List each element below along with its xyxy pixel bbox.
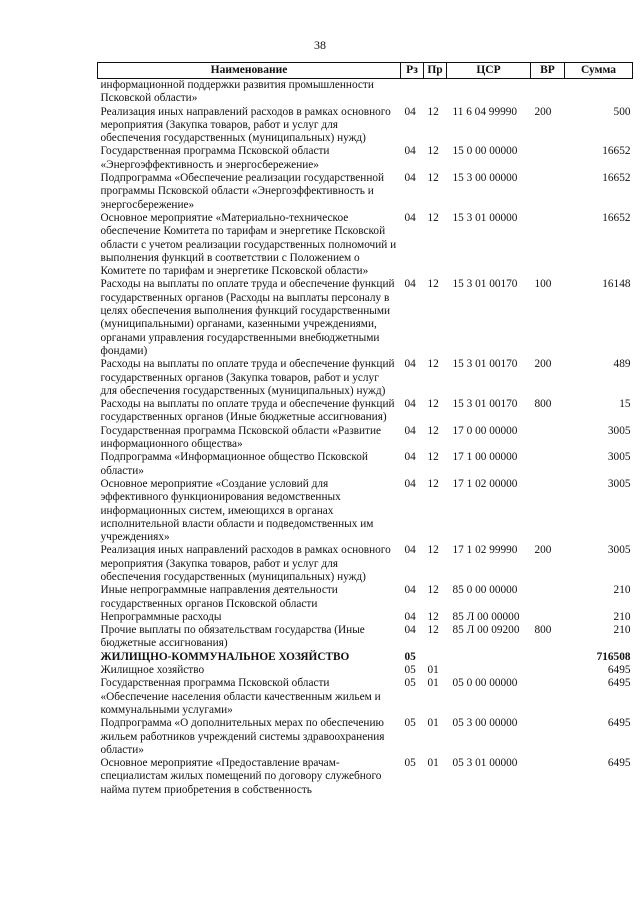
table-row: [98, 358, 633, 398]
header-sum: Сумма: [565, 63, 633, 79]
cell-vr: [531, 717, 565, 757]
cell-csr: 11 6 04 99990: [452, 105, 518, 118]
cell-rz: 04: [404, 610, 416, 623]
cell-rz: 05: [404, 664, 416, 677]
cell-pr: 12: [427, 451, 439, 464]
cell-rz: 04: [404, 105, 416, 118]
cell-name: Реализация иных направлений расходов в рамках основного мероприятия (Закупка товаров, работ и услуг для обеспечения государственных (муниципальных) нужд): [100, 544, 391, 583]
cell-rz: 04: [404, 451, 416, 464]
cell-vr: [531, 79, 565, 106]
cell-sum: 3005: [607, 477, 631, 490]
cell-rz: 05: [404, 650, 416, 663]
cell-sum: 210: [613, 584, 631, 597]
cell-name: информационной поддержки развития промышленности Псковской области»: [100, 79, 374, 105]
cell-name: Расходы на выплаты по оплате труда и обеспечение функций государственных органов (Иные бюджетные ассигнования): [100, 398, 395, 424]
table-row: [98, 544, 633, 584]
cell-rz: 04: [404, 358, 416, 371]
cell-rz: 04: [404, 477, 416, 490]
header-csr: ЦСР: [447, 63, 531, 79]
page-number: 38: [314, 38, 326, 52]
cell-pr: 12: [427, 424, 439, 437]
cell-name: Подпрограмма «О дополнительных мерах по обеспечению жильем работников учреждений системы здравоохранения области»: [100, 717, 385, 756]
cell-csr: 15 3 00 00000: [452, 172, 518, 185]
cell-rz: 04: [404, 584, 416, 597]
cell-name: ЖИЛИЩНО-КОММУНАЛЬНОЕ ХОЗЯЙСТВО: [100, 650, 350, 663]
table-row: [98, 611, 633, 624]
table-row: [98, 398, 633, 425]
table-row: [98, 278, 633, 358]
cell-sum: 16652: [602, 172, 631, 185]
cell-sum: 6495: [607, 717, 631, 730]
cell-pr: 12: [427, 145, 439, 158]
cell-name: Основное мероприятие «Предоставление врачам-специалистам жилых помещений по договору служебного найма путем приобретения в собственность: [100, 757, 382, 796]
cell-name: Государственная программа Псковской области «Обеспечение населения области качественным жильем и коммунальными услугами»: [100, 677, 381, 716]
cell-vr: 800: [534, 624, 552, 637]
cell-vr: 200: [534, 544, 552, 557]
cell-csr: 17 1 02 00000: [452, 477, 518, 490]
cell-rz: 05: [404, 757, 416, 770]
cell-pr: 12: [427, 610, 439, 623]
cell-pr: 12: [427, 624, 439, 637]
cell-csr: 85 Л 00 09200: [452, 624, 520, 637]
cell-vr: [531, 611, 565, 624]
cell-rz: 05: [404, 677, 416, 690]
cell-rz: 04: [404, 172, 416, 185]
cell-rz: 05: [404, 717, 416, 730]
cell-vr: [531, 664, 565, 677]
table-row: [98, 664, 633, 677]
table-row: [98, 106, 633, 146]
table-row: [98, 624, 633, 651]
table-row: [98, 79, 633, 106]
budget-table: [97, 62, 633, 797]
cell-vr: [531, 478, 565, 544]
cell-sum: 3005: [607, 544, 631, 557]
cell-pr: 12: [427, 105, 439, 118]
cell-name: Реализация иных направлений расходов в рамках основного мероприятия (Закупка товаров, работ и услуг для обеспечения государственных (муниципальных) нужд): [100, 105, 391, 145]
cell-pr: 01: [427, 757, 439, 770]
cell-csr: [447, 651, 531, 664]
cell-sum: 16652: [602, 211, 631, 224]
cell-pr: 12: [427, 584, 439, 597]
cell-sum: 16148: [602, 278, 631, 291]
cell-csr: 15 3 01 00000: [452, 211, 518, 224]
cell-pr: 12: [427, 211, 439, 224]
table-row: [98, 425, 633, 452]
cell-vr: 200: [534, 358, 552, 371]
cell-sum: 210: [613, 624, 631, 637]
cell-pr: 01: [427, 677, 439, 690]
cell-rz: 04: [404, 398, 416, 411]
cell-pr: [424, 79, 447, 106]
cell-vr: [531, 451, 565, 478]
header-name: Наименование: [98, 63, 401, 79]
cell-vr: 100: [534, 278, 552, 291]
cell-sum: 6495: [607, 664, 631, 677]
table-row: [98, 584, 633, 611]
cell-rz: 04: [404, 211, 416, 224]
cell-name: Иные непрограммные направления деятельности государственных органов Псковской области: [100, 584, 338, 610]
cell-vr: [531, 757, 565, 797]
cell-name: Подпрограмма «Обеспечение реализации государственной программы Псковской области «Энергоэффективность и энергосбережение»: [100, 172, 385, 211]
cell-vr: [531, 651, 565, 664]
table-header-row: [98, 63, 633, 79]
cell-pr: 12: [427, 544, 439, 557]
table-row: [98, 478, 633, 544]
table-row: [98, 451, 633, 478]
cell-sum: 6495: [607, 677, 631, 690]
cell-vr: [531, 584, 565, 611]
cell-csr: 05 0 00 00000: [452, 677, 518, 690]
cell-name: Прочие выплаты по обязательствам государства (Иные бюджетные ассигнования): [100, 624, 365, 650]
table-row: [98, 145, 633, 172]
cell-csr: 15 3 01 00170: [452, 278, 518, 291]
cell-name: Подпрограмма «Информационное общество Псковской области»: [100, 451, 368, 477]
cell-pr: 01: [427, 717, 439, 730]
cell-sum: 210: [613, 610, 631, 623]
cell-csr: 17 1 00 00000: [452, 451, 518, 464]
cell-csr: 05 3 01 00000: [452, 757, 518, 770]
cell-pr: 12: [427, 278, 439, 291]
cell-vr: [531, 425, 565, 452]
cell-vr: [531, 145, 565, 172]
cell-csr: 17 1 02 99990: [452, 544, 518, 557]
cell-vr: 200: [534, 105, 552, 118]
cell-name: Непрограммные расходы: [100, 610, 222, 623]
cell-vr: 800: [534, 398, 552, 411]
cell-rz: 04: [404, 544, 416, 557]
table-body: [98, 79, 633, 798]
cell-pr: 12: [427, 477, 439, 490]
cell-sum: 16652: [602, 145, 631, 158]
cell-sum: 6495: [607, 757, 631, 770]
cell-name: Государственная программа Псковской области «Энергоэффективность и энергосбережение»: [100, 145, 330, 171]
cell-rz: 04: [404, 278, 416, 291]
cell-sum: 716508: [596, 650, 631, 663]
table-row: [98, 677, 633, 717]
cell-vr: [531, 677, 565, 717]
table-row: [98, 717, 633, 757]
header-vr: ВР: [531, 63, 565, 79]
cell-sum: 3005: [607, 451, 631, 464]
cell-sum: 15: [619, 398, 631, 411]
cell-rz: 04: [404, 424, 416, 437]
cell-vr: [531, 212, 565, 278]
table-row: [98, 757, 633, 797]
cell-pr: 12: [427, 172, 439, 185]
cell-pr: [424, 651, 447, 664]
cell-sum: 3005: [607, 424, 631, 437]
cell-name: Расходы на выплаты по оплате труда и обеспечение функций государственных органов (Закупка товаров, работ и услуг для обеспечения государственных (муниципальных) нужд): [100, 358, 395, 397]
cell-csr: 17 0 00 00000: [452, 424, 518, 437]
cell-csr: [447, 664, 531, 677]
cell-name: Государственная программа Псковской области «Развитие информационного общества»: [100, 424, 382, 451]
cell-csr: 15 0 00 00000: [452, 145, 518, 158]
cell-csr: 85 Л 00 00000: [452, 610, 520, 623]
cell-rz: 04: [404, 624, 416, 637]
cell-name: Расходы на выплаты по оплате труда и обеспечение функций государственных органов (Расходы на выплаты персоналу в целях обеспечения выполнения функций государственными (муниципальными) органами, казенными учреждениями, органами управления государственными внебюджетными фондами): [100, 278, 395, 357]
cell-name: Основное мероприятие «Создание условий для эффективного функционирования ведомственных информационных систем, имеющихся в органах исполнительной власти области и подведомственных им учреждениях»: [100, 477, 374, 544]
cell-csr: 85 0 00 00000: [452, 584, 518, 597]
cell-rz: [401, 79, 424, 106]
table-row: [98, 172, 633, 212]
cell-csr: 05 3 00 00000: [452, 717, 518, 730]
cell-sum: 500: [613, 105, 631, 118]
header-pr: Пр: [424, 63, 447, 79]
cell-name: Жилищное хозяйство: [100, 664, 205, 677]
cell-csr: 15 3 01 00170: [452, 398, 518, 411]
table-row: [98, 212, 633, 278]
cell-csr: [447, 79, 531, 106]
cell-vr: [531, 172, 565, 212]
cell-sum: 489: [613, 358, 631, 371]
cell-name: Основное мероприятие «Материально-техническое обеспечение Комитета по тарифам и энергетике Псковской области с учетом реализации государственных полномочий и выполнения функций в соответствии с Положением о Комитете по тарифам и энергетике Псковской области»: [100, 211, 397, 278]
table-row: [98, 651, 633, 664]
cell-csr: 15 3 01 00170: [452, 358, 518, 371]
cell-sum: [565, 79, 633, 106]
cell-rz: 04: [404, 145, 416, 158]
cell-pr: 01: [427, 664, 439, 677]
cell-pr: 12: [427, 358, 439, 371]
header-rz: Рз: [401, 63, 424, 79]
cell-pr: 12: [427, 398, 439, 411]
